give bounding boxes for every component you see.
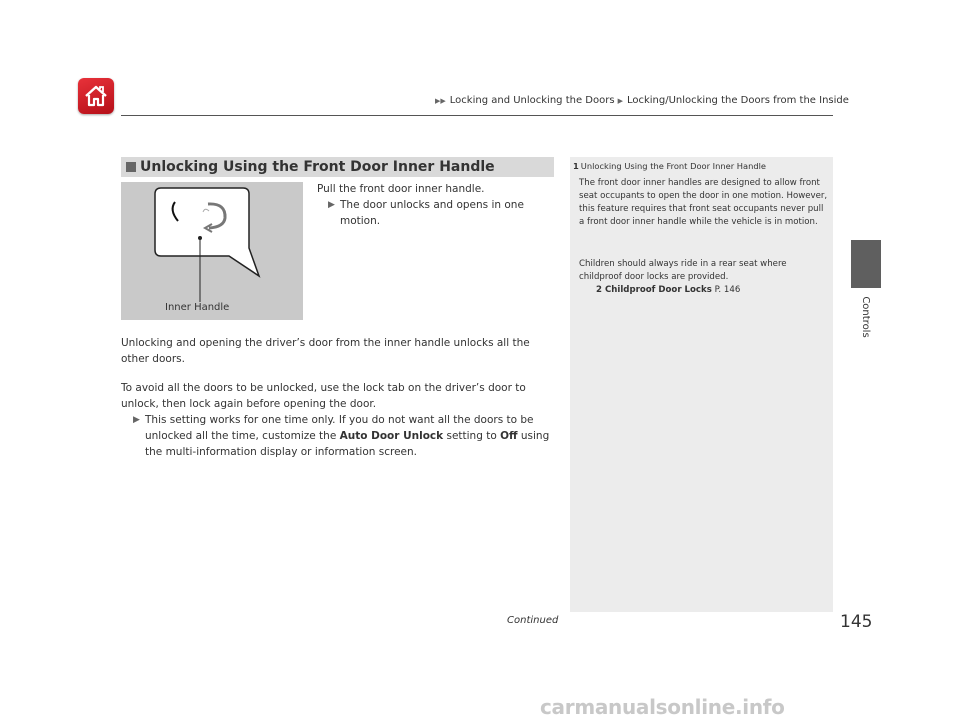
breadcrumb-item-inside[interactable]: Locking/Unlocking the Doors from the Inside [626,95,849,106]
section-heading [121,157,554,177]
breadcrumb-arrow-icon: ▶ [617,96,623,105]
home-icon [83,83,109,109]
figure-label: Inner Handle [165,302,230,313]
step-result-text: The door unlocks and opens in one motion. [340,199,524,227]
setting-name: Auto Door Unlock [339,430,444,442]
breadcrumb [435,95,849,106]
step-result [328,197,548,229]
step-instruction: Pull the front door inner handle. [317,183,485,195]
chapter-tab[interactable] [851,240,881,288]
breadcrumb-arrow-icon: ▶▶ [435,96,446,105]
sidebar-paragraph: The front door inner handles are designed to allow front seat occupants to open the door in one motion. However, this feature requires that front seat occupants never pull a front door inner handle while the vehicle is in motion. [579,178,828,227]
sidebar-paragraph: Children should always ride in a rear seat where childproof door locks are provided. [579,259,787,282]
section-title: Unlocking Using the Front Door Inner Handle [140,159,495,175]
sidebar-title-text: Unlocking Using the Front Door Inner Handle [580,161,767,171]
watermark: carmanualsonline.info [540,695,785,719]
note-number: 1 [573,161,579,171]
reference-icon: 2 [596,285,602,295]
sidebar-note [570,157,833,612]
link-label: Childproof Door Locks [604,285,712,295]
header-divider [121,115,833,116]
result-arrow-icon: ▶ [328,200,335,210]
result-arrow-icon: ▶ [133,415,140,425]
note-text: using the multi-information display or information screen. [145,430,550,458]
setting-value: Off [500,430,518,442]
home-button[interactable] [78,78,114,114]
cross-reference-link[interactable] [596,284,740,297]
chapter-tab-label: Controls [860,296,871,338]
paragraph: Unlocking and opening the driver’s door from the inner handle unlocks all the other doors. [121,337,530,365]
setting-note-text [145,412,555,460]
breadcrumb-item-locking[interactable]: Locking and Unlocking the Doors [449,95,615,106]
inner-handle-diagram [121,182,303,320]
door-handle-illustration [121,182,303,320]
page-number: 145 [840,612,873,632]
note-text: setting to [443,430,501,442]
sidebar-title [573,160,766,173]
note-text: This setting works for one time only. If you do not want all the doors to be unlocked all the time, customize the [145,414,534,442]
link-page: P. 146 [714,285,741,295]
continued-label: Continued [507,615,559,626]
square-bullet-icon [126,162,136,172]
setting-note [133,412,555,460]
paragraph: To avoid all the doors to be unlocked, use the lock tab on the driver’s door to unlock, then lock again before opening the door. [121,382,526,410]
